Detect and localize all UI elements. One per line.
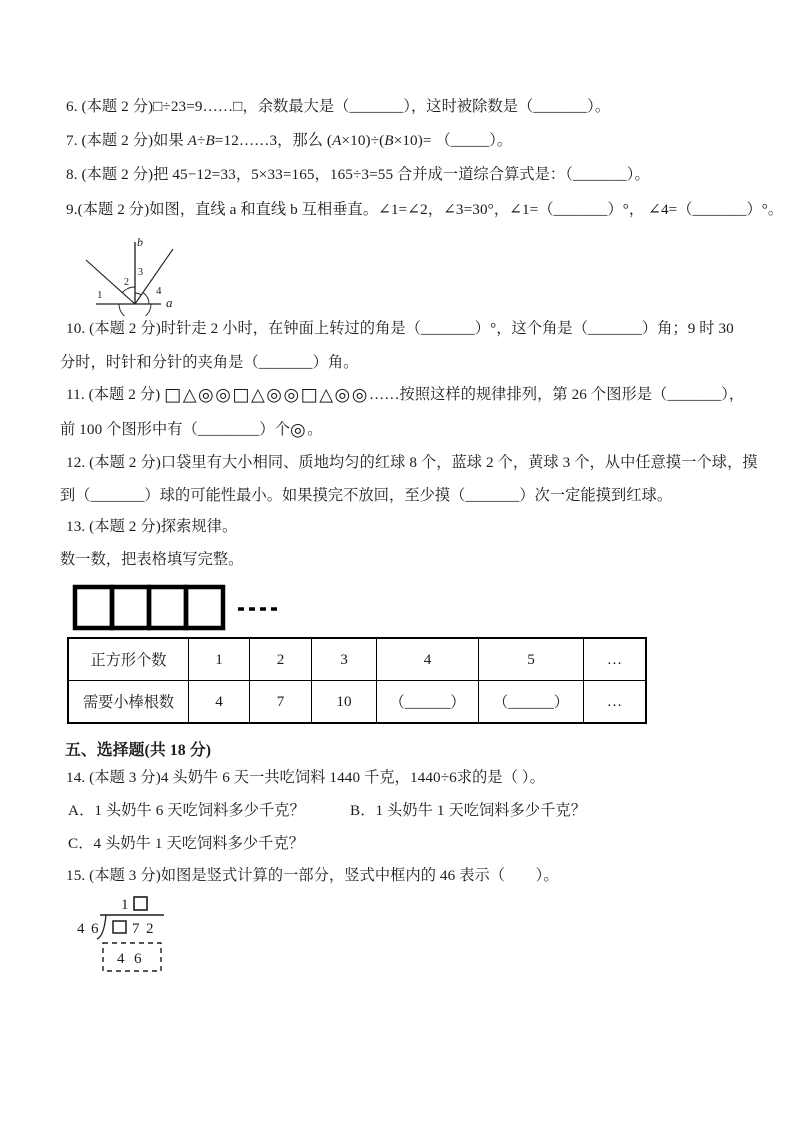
question-12-text-line2: 到（_______）球的可能性最小。如果摸完不放回，至少摸（_______）次一定能摸到红球。 [60, 487, 673, 504]
option-a: A．1 头奶牛 6 天吃饲料多少千克？ [68, 802, 305, 819]
question-10-text-line2: 分时，时针和分针的夹角是（_______）角。 [60, 354, 359, 371]
quotient-box [134, 897, 147, 910]
divisor-digit-tens: 4 [77, 921, 85, 937]
line-b-label: b [137, 236, 143, 249]
question-11-text-line2 [60, 419, 323, 441]
question-7-prefix: 7. (本题 2 分)如果 [66, 132, 188, 149]
bullseye-shape: ◎ [290, 419, 308, 441]
quotient-digit: 1 [121, 897, 129, 913]
subtraction-dashed-box [103, 943, 161, 971]
table-cell: 7 [250, 681, 312, 722]
dividend-digit-7: 7 [132, 921, 140, 937]
question-13-text: 13. (本题 2 分)探索规律。 [66, 518, 238, 535]
table-header-sticks: 需要小棒根数 [69, 681, 189, 722]
squares-figure [70, 583, 310, 638]
question-13-instruction: 数一数，把表格填写完整。 [60, 551, 244, 568]
table-cell: … [584, 639, 645, 681]
angle-arc-3 [135, 293, 141, 295]
angle-arc-lower [119, 304, 151, 316]
table-cell: 4 [189, 681, 250, 722]
stick-square-2 [112, 587, 149, 628]
stick-square-3 [149, 587, 186, 628]
variable-b2: B [384, 132, 394, 149]
question-11-text-line1 [66, 384, 744, 406]
table-cell: 2 [250, 639, 312, 681]
table-cell: 3 [312, 639, 377, 681]
question-11-line2-text: 前 100 个图形中有（________）个 [60, 421, 291, 438]
boxed-digit-4: 4 [117, 951, 125, 967]
question-11-prefix: 11. (本题 2 分) [66, 386, 165, 403]
table-header-squares: 正方形个数 [69, 639, 189, 681]
variable-b: B [205, 132, 215, 149]
angle-2-label: 2 [124, 277, 129, 288]
angle-arc-4 [143, 293, 149, 305]
question-14-text: 14. (本题 3 分)4 头奶牛 6 天一共吃饲料 1440 千克，1440÷6求的是（ ）。 [66, 769, 545, 786]
question-7-mid2: ×10)÷( [341, 132, 385, 149]
table-cell: 5 [479, 639, 584, 681]
dividend-digit-2: 2 [146, 921, 154, 937]
shape-pattern-sequence: □△◎◎□△◎◎□△◎◎ [164, 384, 369, 406]
question-8-text: 8. (本题 2 分)把 45−12=33，5×33=165，165÷3=55 合并成一道综合算式是：（_______）。 [66, 166, 650, 183]
table-cell: 1 [189, 639, 250, 681]
option-b: B．1 头奶牛 1 天吃饲料多少千克？ [350, 802, 587, 819]
table-cell: 4 [377, 639, 479, 681]
stick-table [67, 637, 647, 724]
table-cell: 10 [312, 681, 377, 722]
question-7-suffix: ×10)= （_____）。 [393, 132, 513, 149]
variable-a: A [187, 132, 198, 149]
divisor-digit-ones: 6 [91, 921, 99, 937]
question-9-text: 9.(本题 2 分)如图，直线 a 和直线 b 互相垂直。∠1=∠2，∠3=30°，∠1=（_______）°， ∠4=（_______）°。 [66, 201, 784, 218]
dividend-box [113, 921, 126, 933]
line-a-label: a [166, 295, 173, 310]
table-blank-cell: （______） [377, 681, 479, 722]
question-7-mid: =12……3，那么 ( [214, 132, 333, 149]
stick-square-1 [75, 587, 112, 628]
section-5-heading: 五、选择题(共 18 分) [65, 742, 212, 759]
variable-a2: A [332, 132, 342, 149]
question-15-text: 15. (本题 3 分)如图是竖式计算的一部分，竖式中框内的 46 表示（ ）。 [66, 867, 559, 884]
question-7-div-sign: ÷ [197, 132, 206, 149]
question-11-suffix: ……按照这样的规律排列，第 26 个图形是（_______）， [368, 386, 745, 403]
question-11-line2-period: 。 [307, 421, 323, 438]
angle-1-label: 1 [97, 289, 103, 301]
stick-square-4 [186, 587, 223, 628]
angle-4-label: 4 [156, 285, 162, 297]
table-cell: … [606, 692, 623, 710]
angle-3-label: 3 [138, 267, 143, 278]
question-10-text-line1: 10. (本题 2 分)时针走 2 小时，在钟面上转过的角是（_______）°，这个角是（_______）角；9 时 30 [66, 320, 734, 337]
question-7-text [66, 130, 512, 151]
long-division-figure [70, 892, 240, 992]
angle-figure [82, 236, 197, 321]
boxed-digit-6: 6 [134, 951, 142, 967]
question-12-text-line1: 12. (本题 2 分)口袋里有大小相同、质地均匀的红球 8 个，蓝球 2 个，黄球 3 个，从中任意摸一个球，摸 [66, 454, 758, 471]
table-blank-cell: （______） [479, 681, 584, 722]
option-c: C．4 头奶牛 1 天吃饲料多少千克？ [68, 835, 305, 852]
question-6-text: 6. (本题 2 分)□÷23=9……□，余数最大是（_______），这时被除数是（_______）。 [66, 98, 611, 115]
